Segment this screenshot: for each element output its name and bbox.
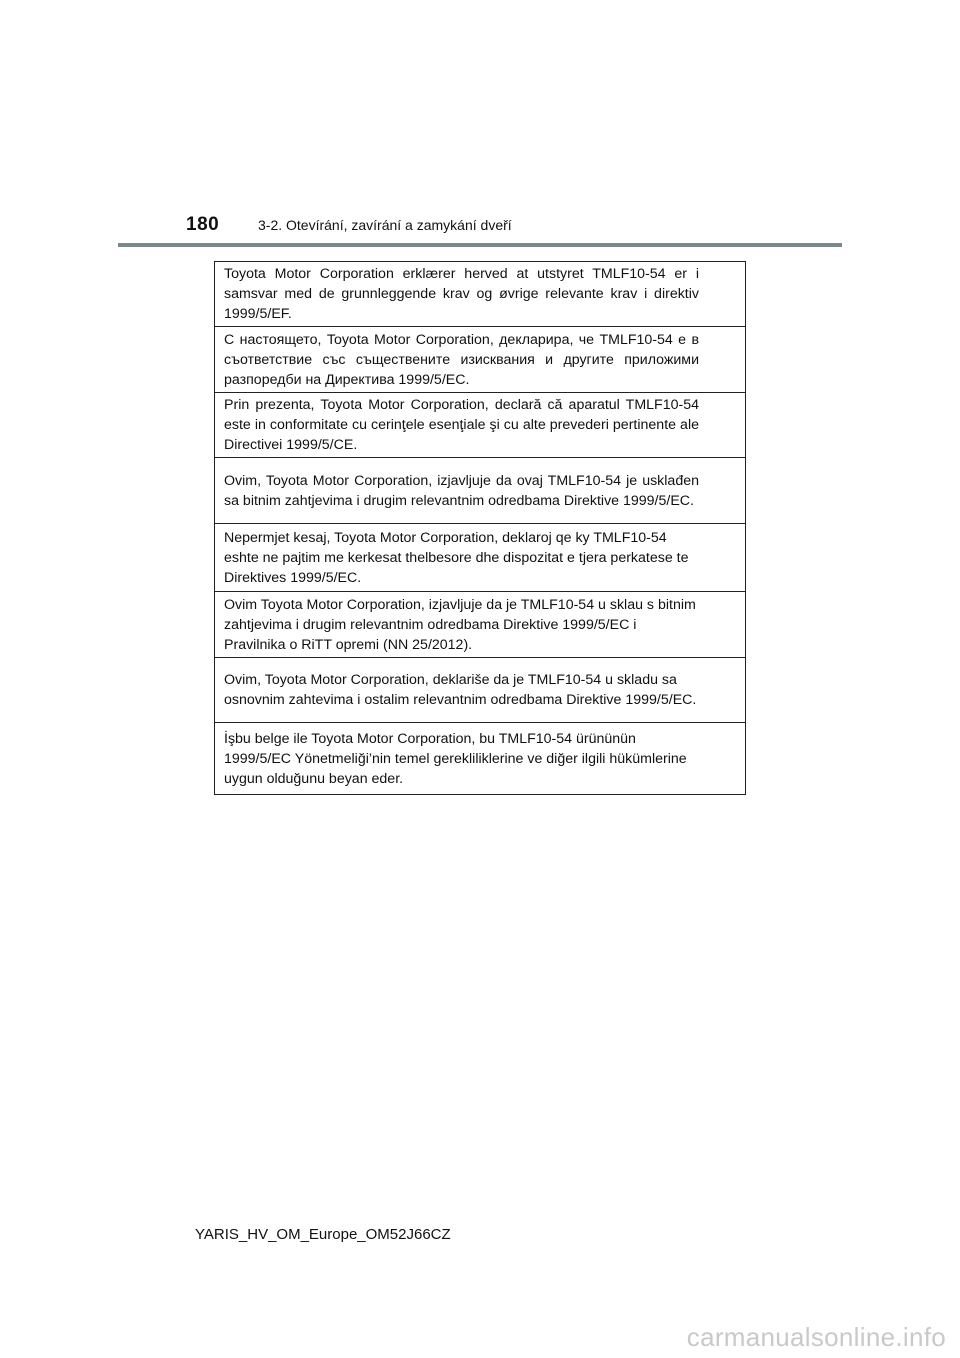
- declaration-croatian: [215, 592, 745, 658]
- declaration-bosnian: [215, 458, 745, 524]
- declaration-text: Toyota Motor Corporation erklærer herved at utstyret TMLF10-54 er i samsvar med de grunnleggende krav og øvrige relevante krav i direktiv 1999/5/EF.: [224, 266, 699, 322]
- declaration-romanian: [215, 393, 745, 458]
- declaration-text: İşbu belge ile Toyota Motor Corporation, bu TMLF10-54 ürününün 1999/5/EC Yönetmeliği’nin temel gerekliliklerine ve diğer ilgili hükümlerine uygun olduğunu beyan eder.: [224, 730, 687, 787]
- declaration-text: С настоящето, Toyota Motor Corporation, декларира, че TMLF10-54 е в съответствие със съществените изисквания и другите приложими разпоредби на Директива 1999/5/EC.: [224, 331, 699, 388]
- page-number: 180: [186, 214, 220, 235]
- watermark: carmanualsonline.info: [686, 1322, 946, 1352]
- declaration-text: Nepermjet kesaj, Toyota Motor Corporation, deklaroj qe ky TMLF10-54 eshte ne pajtim me kerkesat thelbesore dhe dispozitat e tjera perkatese te Direktives 1999/5/EC.: [224, 529, 689, 586]
- declaration-text: Ovim, Toyota Motor Corporation, deklariše da je TMLF10-54 u skladu sa osnovnim zahtevima i ostalim relevantnim odredbama Direktive 1999/5/EC.: [224, 672, 697, 708]
- declaration-turkish: [215, 723, 745, 794]
- declaration-serbian: [215, 658, 745, 723]
- page-header: [186, 214, 512, 236]
- declaration-bulgarian: [215, 327, 745, 393]
- declaration-text: Ovim, Toyota Motor Corporation, izjavljuje da ovaj TMLF10-54 je usklađen sa bitnim zahtjevima i drugim relevantnim odredbama Direktive 1999/5/EC.: [224, 472, 699, 509]
- declaration-text: Prin prezenta, Toyota Motor Corporation, declară că aparatul TMLF10-54 este in conformitate cu cerinţele esenţiale şi cu alte prevederi pertinente ale Directivei 1999/5/CE.: [224, 397, 699, 453]
- section-title: 3-2. Otevírání, zavírání a zamykání dveří: [258, 217, 512, 233]
- declaration-table: [214, 261, 746, 795]
- document-code: YARIS_HV_OM_Europe_OM52J66CZ: [195, 1226, 451, 1243]
- declaration-norwegian: [215, 262, 745, 327]
- declaration-albanian: [215, 524, 745, 592]
- declaration-text: Ovim Toyota Motor Corporation, izjavljuje da je TMLF10-54 u sklau s bitnim zahtjevima i drugim relevantnim odredbama Direktive 1999/5/EC i Pravilnika o RiTT opremi (NN 25/2012).: [224, 596, 696, 653]
- header-divider: [118, 243, 842, 247]
